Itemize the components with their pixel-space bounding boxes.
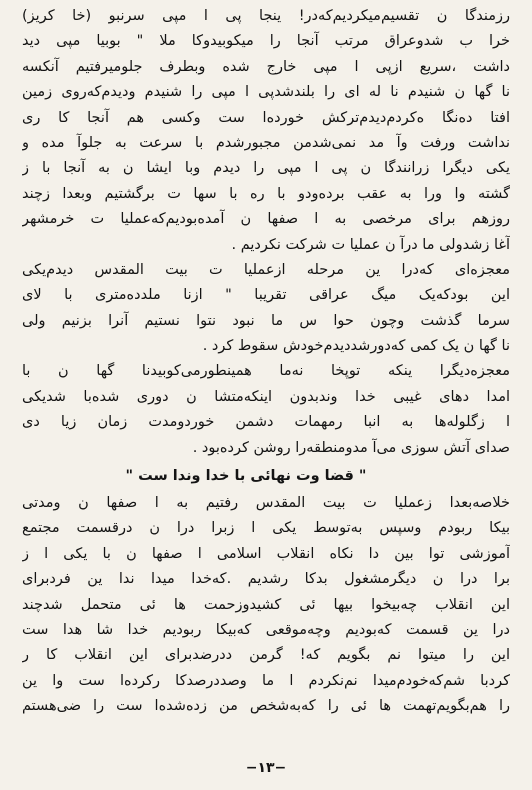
paragraph-4 xyxy=(22,491,510,720)
text-line: این بودکه‌یک میگ عراقی تقریبا " ازنا ملدده‌متری با لای xyxy=(22,287,510,304)
text-line: امدا دهای غیبی خدا وندبدون اینکه‌متشا ن دوری شده‌با شدیکی xyxy=(22,388,510,405)
text-line: این را میتوا نم بگویم که! گرمن ددرضدبرای این انقلاب کا ر xyxy=(22,647,510,664)
text-line: نداشت ورفت وآ مد نمی‌شدمن مجبورشدم با سرعت به جلوآ مده و xyxy=(22,134,510,151)
text-line: خلاصه‌بعدا زعملیا ت بیت المقدس رفتیم به ا صفها ن ومدتی xyxy=(22,495,510,512)
text-line: داشت ،سریع ازپی ا مپی خارج شده وبطرف جلومیرفتیم آنکسه xyxy=(22,58,510,75)
text-line: یکی دیگرا زرانندگا ن پی ا مپی را دیدم وبا ایشا ن به آنجا با ز xyxy=(22,160,510,177)
text-line: خرا ب شدوعراق مرتب آنجا را میکوبیدوکا ملا " بوبیا مپی دید xyxy=(22,33,510,50)
paragraph-3 xyxy=(22,359,510,461)
paragraph-1 xyxy=(22,4,510,258)
text-line: گشته وا ورا به عقب برده‌ودو با ره با سها ت برگشتیم وبعدا زچند xyxy=(22,185,510,202)
text-line: نا گها ن شنیدم نا له ای را بلندشدپی ا مپی را شنیدم ودیدم‌که‌روی زمین xyxy=(22,84,510,101)
text-line: سرما گذشت وچون حوا س ما نبود نتوا نستیم آنرا بزنیم ولی xyxy=(22,312,510,329)
text-line: معجزه‌دیگرا ینکه توپخا نه‌ما همینطورمی‌کوبیدنا گها ن با xyxy=(22,363,510,380)
text-line: آموزشی توا بین دا نکاه انقلاب اسلامی ا صفها ن با یکی ا ز xyxy=(22,545,510,562)
text-line: معجزه‌ای که‌درا ین مرحله ازعملیا ت بیت المقدس دیدم‌یکی xyxy=(22,261,510,278)
text-line: کردبا شم‌که‌خودم‌میدا نم‌نکردم ا ما وصددرصدکا رکرده‌ا ست وا ین xyxy=(22,672,510,689)
text-line: ا زگلوله‌ها به انبا رمهمات دشمن خوردومدت زمان زیا دی xyxy=(22,414,510,431)
text-line: این انقلاب چه‌بیخوا بیها ئی کشیدوزحمت ها ئی متحمل شدچند xyxy=(22,596,510,613)
text-line: بیکا ربودم وسپس به‌توسط یکی ا زبرا درا ن درقسمت مجتمع xyxy=(22,520,510,537)
text-line: رزمندگا ن تقسیم‌میکردیم‌که‌در! ینجا پی ا مپی سرنبو (خا کریز) xyxy=(22,8,510,24)
paragraph-2 xyxy=(22,258,510,360)
text-line: صدای آتش سوزی می‌آ مدومنطقه‌را روشن کرده‌بود . xyxy=(192,439,510,456)
text-line: درا ین قسمت که‌بودیم وچه‌موقعی که‌بیکا ربودیم خدا شا هدا ست xyxy=(22,621,510,638)
page-number: −١٣− xyxy=(245,760,287,776)
text-line: نا گها ن یک کمی که‌دورشددیدم‌خودش سقوط کرد . xyxy=(202,338,510,355)
text-line: روزهم برای مرخصی به ا صفها ن آمده‌بودیم‌که‌عملیا ت خرمشهر xyxy=(22,211,510,228)
text-line: را هم‌بگویم‌تهمت ها ئی را که‌به‌شخص من زده‌شده‌ا ست را ضی‌هستم xyxy=(22,698,510,715)
text-line: افتا ده‌نگا ه‌کردم‌دیدم‌ترکش خورده‌ا ست وکسی هم آنجا کا ری xyxy=(22,109,510,126)
text-line: آغا زشدولی ما درآ ن عملیا ت شرکت نکردیم . xyxy=(231,236,510,253)
text-line: برا درا ن دیگرمشغول بدکا رشدیم .که‌خدا میدا ندا ین فردبرای xyxy=(22,571,510,588)
section-heading: " قضا وت نهائی با خدا وندا ست " xyxy=(125,468,367,485)
